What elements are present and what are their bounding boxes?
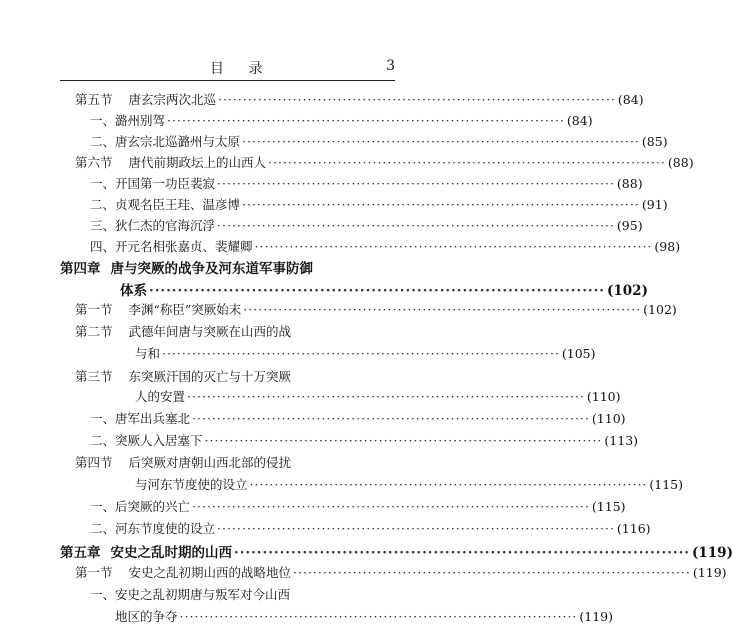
toc-entry-title: 后突厥的兴亡: [115, 499, 191, 514]
toc-entry-title: 安史之乱初期唐与叛军对今山西: [115, 587, 291, 602]
toc-entry-page: (84): [617, 92, 644, 107]
toc-entry-title: 与和: [135, 346, 161, 361]
toc-entry-label: 一、: [90, 499, 116, 514]
toc-entry-page: (98): [654, 239, 681, 254]
toc-entry-page: (115): [649, 477, 684, 492]
toc-entry-label: 一、: [90, 176, 116, 191]
toc-entry: [60, 541, 733, 561]
toc-entry: [120, 279, 648, 299]
toc-entry-page: (110): [591, 411, 626, 426]
toc-entry-label: 二、: [90, 521, 116, 536]
toc-entry-label: 一、: [90, 113, 116, 128]
toc-entry-label: 第一节: [75, 565, 113, 580]
toc-entry-label: 二、: [90, 134, 116, 149]
toc-entry-label: 二、: [90, 197, 116, 212]
toc-leader-dots: ················································································: [217, 176, 615, 191]
toc-entry-title: 河东节度使的设立: [115, 521, 216, 536]
toc-entry-title: 安史之乱时期的山西: [110, 545, 232, 561]
toc-entry-title: 唐代前期政坛上的山西人: [128, 155, 267, 170]
header-rule: [60, 80, 395, 81]
toc-entry-label: 第四节: [75, 455, 113, 470]
toc-entry-title: 与河东节度使的设立: [135, 477, 248, 492]
toc-entry-label: 一、: [90, 587, 116, 602]
toc-entry: [75, 90, 644, 110]
toc-entry-label: 第一节: [75, 302, 113, 317]
toc-leader-dots: ················································································: [242, 197, 640, 212]
toc-entry: [90, 237, 681, 257]
toc-leader-dots: ················································································: [242, 134, 640, 149]
toc-leader-dots: ················································································: [218, 92, 616, 107]
toc-entry-page: (84): [566, 113, 593, 128]
header-page-number: 3: [386, 58, 395, 74]
toc-leader-dots: ················································································: [234, 545, 690, 561]
toc-entry: [90, 431, 639, 451]
toc-entry-page: (85): [641, 134, 668, 149]
toc-entry: [135, 475, 684, 495]
toc-leader-dots: ················································································: [167, 113, 565, 128]
toc-entry-title: 狄仁杰的官海沉浮: [115, 218, 216, 233]
toc-entry-title: 唐玄宗北巡潞州与太原: [115, 134, 241, 149]
toc-entry: [135, 344, 596, 364]
toc-entry-title: 唐玄宗两次北巡: [128, 92, 217, 107]
toc-entry-title: 贞观名臣王珪、温彦博: [115, 197, 241, 212]
toc-entry-title: 体系: [120, 283, 147, 299]
toc-entry: [90, 519, 651, 539]
toc-entry-title: 东突厥汗国的灭亡与十万突厥: [128, 369, 292, 384]
toc-leader-dots: ················································································: [162, 346, 560, 361]
toc-entry-page: (115): [591, 499, 626, 514]
toc-entry: [90, 195, 668, 215]
toc-entry-title: 唐军出兵塞北: [115, 411, 191, 426]
toc-entry-label: 第四章: [60, 261, 101, 277]
toc-entry-page: (95): [616, 218, 643, 233]
toc-leader-dots: ················································································: [243, 302, 642, 317]
toc-entry-page: (119): [579, 609, 614, 624]
toc-entry: [135, 387, 621, 407]
toc-entry-title: 开国第一功臣裴寂: [115, 176, 216, 191]
toc-entry-label: 第三节: [75, 369, 113, 384]
toc-leader-dots: ················································································: [204, 433, 603, 448]
toc-entry: [75, 153, 694, 173]
toc-leader-dots: ················································································: [149, 283, 605, 299]
toc-entry-page: (88): [616, 176, 643, 191]
toc-entry-title: 人的安置: [135, 389, 186, 404]
toc-leader-dots: ················································································: [268, 155, 666, 170]
toc-entry-title: 安史之乱初期山西的战略地位: [128, 565, 292, 580]
toc-entry-title: 突厥人入居塞下: [115, 433, 203, 448]
toc-entry-label: 一、: [90, 411, 116, 426]
toc-leader-dots: ················································································: [249, 477, 648, 492]
toc-entry: [90, 174, 643, 194]
toc-entry-page: (102): [607, 283, 648, 299]
toc-entry-page: (119): [692, 565, 727, 580]
toc-entry-title: 唐与突厥的战争及河东道军事防御: [110, 261, 313, 277]
toc-entry: [75, 563, 727, 583]
toc-entry-title: 开元名相张嘉贞、裴耀卿: [115, 239, 253, 254]
toc-leader-dots: ················································································: [192, 411, 590, 426]
toc-entry-title: 地区的争夺: [115, 609, 178, 624]
toc-leader-dots: ················································································: [293, 565, 691, 580]
toc-entry-page: (110): [586, 389, 621, 404]
toc-entry-page: (91): [641, 197, 668, 212]
toc-entry: [90, 585, 397, 605]
toc-entry: [75, 300, 677, 320]
toc-entry-page: (105): [561, 346, 596, 361]
toc-entry: [90, 132, 668, 152]
toc-entry: [90, 409, 626, 429]
toc-entry: [90, 497, 626, 517]
toc-entry-title: 潞州别驾: [115, 113, 166, 128]
toc-leader-dots: ················································································: [179, 609, 578, 624]
toc-entry-label: 二、: [90, 433, 116, 448]
running-header: [60, 58, 395, 78]
toc-leader-dots: ················································································: [192, 499, 590, 514]
toc-entry: [115, 607, 614, 627]
toc-entry-label: 四、: [90, 239, 116, 254]
toc-entry-page: (102): [643, 302, 677, 317]
toc-entry-label: 三、: [90, 218, 116, 233]
toc-entry-title: 后突厥对唐朝山西北部的侵扰: [128, 455, 292, 470]
toc-leader-dots: ················································································: [254, 239, 653, 254]
toc-entry-title: 李渊“称臣”突厥始末: [128, 302, 242, 317]
toc-entry: [90, 216, 643, 236]
toc-leader-dots: ················································································: [217, 521, 615, 536]
toc-entry-label: 第五章: [60, 545, 101, 561]
toc-entry: [75, 367, 397, 387]
toc-leader-dots: ················································································: [217, 218, 615, 233]
toc-entry: [60, 257, 397, 277]
toc-entry: [90, 111, 593, 131]
toc-entry-page: (119): [692, 545, 733, 561]
toc-entry-page: (116): [616, 521, 651, 536]
toc-leader-dots: ················································································: [187, 389, 585, 404]
toc-entry-title: 武德年间唐与突厥在山西的战: [128, 324, 292, 339]
toc-entry-label: 第五节: [75, 92, 113, 107]
toc-entry-label: 第二节: [75, 324, 113, 339]
toc-entry-page: (113): [604, 433, 639, 448]
toc-entry-label: 第六节: [75, 155, 113, 170]
header-title: 目 录: [210, 61, 273, 77]
toc-entry: [75, 322, 397, 342]
toc-entry-page: (88): [667, 155, 694, 170]
toc-entry: [75, 453, 397, 473]
